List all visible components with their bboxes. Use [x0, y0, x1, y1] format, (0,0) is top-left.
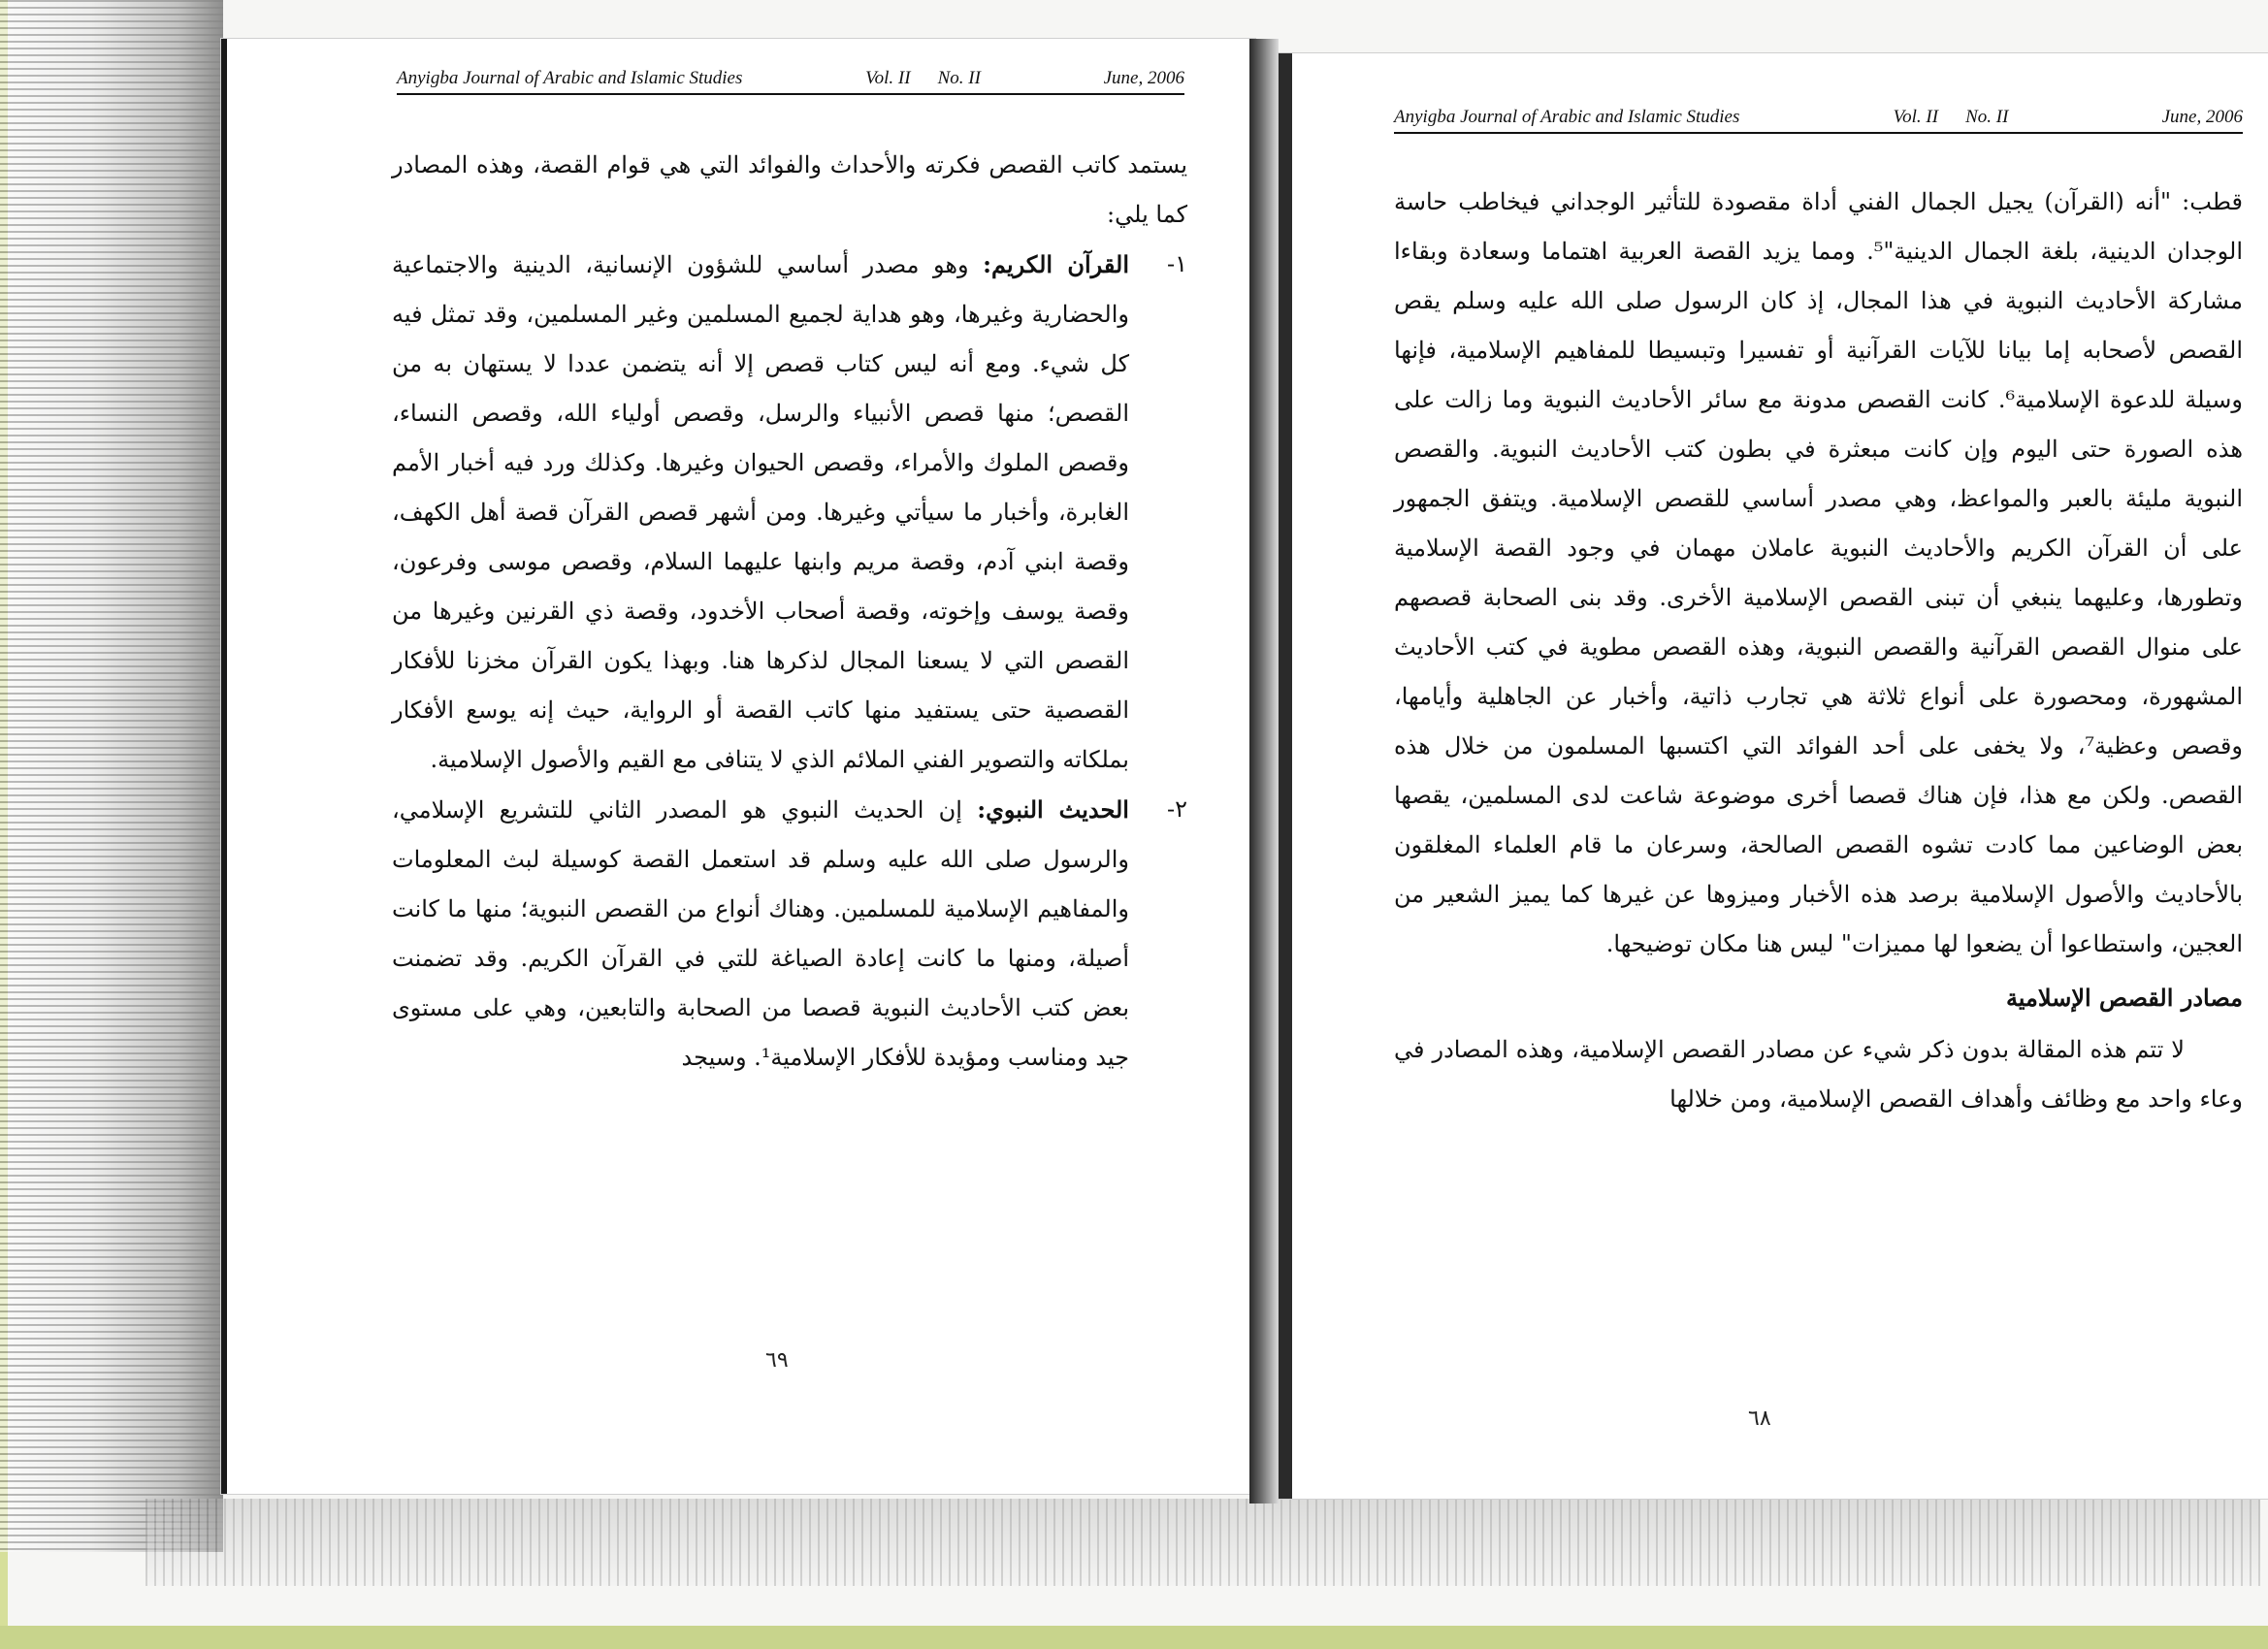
page-number: ٦٩ [765, 1348, 789, 1373]
running-header [1394, 107, 2243, 134]
issue-date: June, 2006 [2161, 107, 2243, 127]
list-item-text [392, 240, 1129, 785]
list-number: ١- [1167, 250, 1187, 277]
list-item-content: وهو مصدر أساسي للشؤون الإنسانية، الدينية والاجتماعية والحضارية وغيرها، وهو هداية لجميع المسلمين وغير المسلمين، وقد تمثل فيه كل شيء. ومع أنه ليس كتاب قصص إلا أنه يتضمن عددا لا يستهان به من القصص؛ منها قصص الأنبياء والرسل، وقصص أولياء الله، وقصص النساء، وقصص الملوك والأمراء، وقصص الحيوان وغيرها. وكذلك ورد فيه أخبار الأمم الغابرة، وأخبار ما سيأتي وغيرها. ومن أشهر قصص القرآن قصة أهل الكهف، وقصة ابني آدم، وقصة مريم وابنها عليهما السلام، وقصص موسى وفرعون، وقصة يوسف وإخوته، وقصة أصحاب الأخدود، وقصة ذي القرنين وغيرها من القصص التي لا يسعنا المجال لذكرها هنا. وبهذا يكون القرآن مخزنا للأفكار القصصية حتى يستفيد منها كاتب القصة أو الرواية، حيث إنه يوسع الأفكار بملكاته والتصوير الفني الملائم الذي لا يتنافى مع القيم والأصول الإسلامية. [392, 251, 1129, 773]
intro-paragraph: يستمد كاتب القصص فكرته والأحداث والفوائد التي هي قوام القصة، وهذه المصادر كما يلي: [392, 151, 1187, 228]
list-number: ٢- [1167, 795, 1187, 823]
issue-number: No. II [1965, 107, 2009, 127]
page-number: ٦٨ [1748, 1406, 1771, 1431]
list-item-label: الحديث النبوي: [977, 795, 1129, 824]
volume-info [865, 68, 981, 89]
journal-title: Anyigba Journal of Arabic and Islamic Studies [397, 68, 743, 88]
body-paragraph: قطب: "أنه (القرآن) يجيل الجمال الفني أداة مقصودة للتأثير الوجداني فيخاطب حاسة الوجدان الدينية، بلغة الجمال الدينية"⁵. ومما يزيد القصة العربية اهتماما وسعادة وبقاءا مشاركة الأحاديث النبوية في هذا المجال، إذ كان الرسول صلى الله عليه وسلم يقص القصص لأصحابه إما بيانا للآيات القرآنية أو تفسيرا وتبسيطا للمفاهيم الإسلامية، فإنها وسيلة للدعوة الإسلامية⁶. كانت القصص مدونة مع سائر الأحاديث النبوية وما زالت على هذه الصورة حتى اليوم وإن كانت مبعثرة في بطون كتب الأحاديث النبوية. والقصص النبوية مليئة بالعبر والمواعظ، وهي مصدر أساسي للقصص الإسلامية. ويتفق الجمهور على أن القرآن الكريم والأحاديث النبوية عاملان مهمان في وجود القصة الإسلامية وتطورها، وعليهما ينبغي أن تبنى القصص الإسلامية الأخرى. وقد بنى الصحابة قصصهم على منوال القصص القرآنية والقصص النبوية، وهذه القصص مطوية في كتب الأحاديث المشهورة، ومحصورة على أنواع ثلاثة هي تجارب ذاتية، وأخبار عن الجاهلية وأيامها، وقصص وعظية⁷، ولا يخفى على أحد الفوائد التي اكتسبها المسلمون من خلال هذه القصص. ولكن مع هذا، فإن هناك قصصا أخرى موضوعة شاعت لدى المسلمين، يقصها بعض الوضاعين مما كادت تشوه القصص الصالحة، وسرعان ما قام العلماء المغلقون بالأحاديث والأصول الإسلامية برصد هذه الأخبار وميزوها عن غيرها كما يميز الشعير من العجين، واستطاعوا أن يضعوا لها مميزات" ليس هنا مكان توضيحها. [1394, 188, 2244, 957]
scan-edge-bottom [0, 1626, 2268, 1649]
page-body [392, 141, 1187, 1083]
running-header [397, 68, 1184, 95]
scan-shadow-bottom [146, 1499, 2260, 1586]
issue-date: June, 2006 [1103, 68, 1184, 88]
issue-number: No. II [937, 68, 981, 88]
section-heading: مصادر القصص الإسلامية [2005, 984, 2243, 1012]
volume-number: Vol. II [865, 68, 911, 88]
right-page [1279, 53, 2268, 1499]
volume-info [1894, 107, 2009, 128]
left-page [221, 39, 1255, 1494]
scan-shadow-left [0, 0, 223, 1552]
volume-number: Vol. II [1893, 107, 1939, 127]
page-body [1394, 178, 2243, 1124]
journal-title: Anyigba Journal of Arabic and Islamic Studies [1394, 107, 1740, 127]
body-paragraph: لا تتم هذه المقالة بدون ذكر شيء عن مصادر القصص الإسلامية، وهذه المصادر في وعاء واحد مع وظائف وأهداف القصص الإسلامية، ومن خلالها [1394, 1036, 2243, 1113]
list-item-hadith [392, 785, 1187, 1083]
list-item-label: القرآن الكريم: [983, 250, 1129, 278]
list-item-content: إن الحديث النبوي هو المصدر الثاني للتشريع الإسلامي، والرسول صلى الله عليه وسلم قد استعمل القصة كوسيلة لبث المعلومات والمفاهيم الإسلامية للمسلمين. وهناك أنواع من القصص النبوية؛ منها ما كانت أصيلة، ومنها ما كانت إعادة الصياغة للتي في القرآن الكريم. وقد تضمنت بعض كتب الأحاديث النبوية قصصا من الصحابة والتابعين، وهي على مستوى جيد ومناسب ومؤيدة للأفكار الإسلامية¹. وسيجد [392, 796, 1130, 1071]
book-spine-shadow [1249, 39, 1279, 1504]
list-item-text [392, 785, 1129, 1083]
list-item-quran [392, 240, 1187, 785]
